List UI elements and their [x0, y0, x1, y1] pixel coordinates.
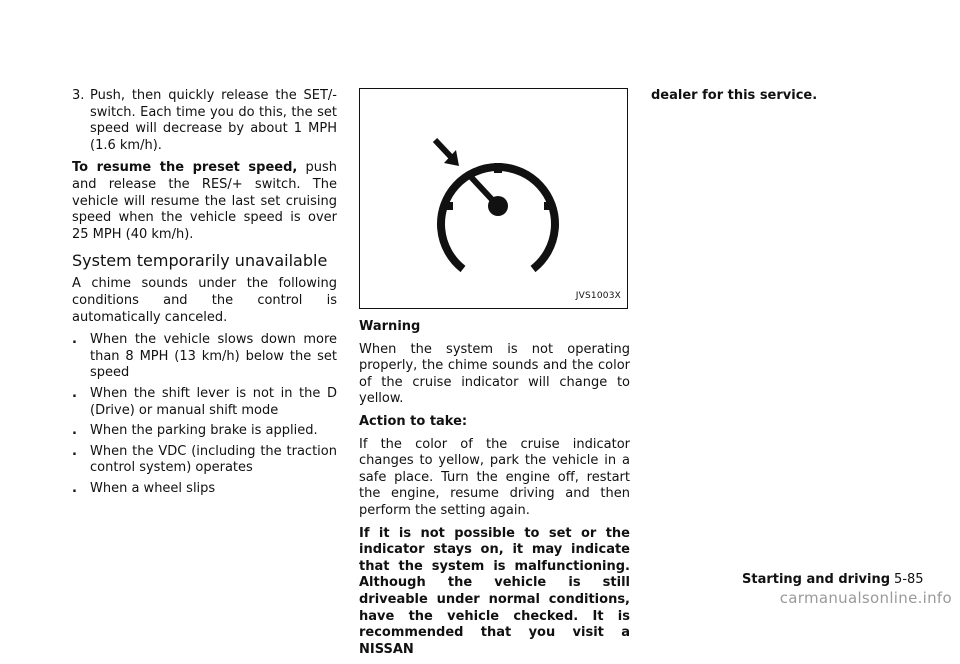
- column-left: [72, 88, 337, 501]
- list-item: . When the shift lever is not in the D (Drive) or manual shift mode: [72, 385, 337, 418]
- resume-lead: To resume the preset speed,: [72, 160, 298, 176]
- watermark: carmanualsonline.info: [779, 589, 952, 607]
- bullet-icon: .: [72, 480, 77, 496]
- action-text: If the color of the cruise indicator changes to yellow, park the vehicle in a safe place. Turn the engine off, restart the engine, resume driving and then perform the setting again.: [359, 436, 630, 518]
- action-label: Action to take:: [359, 413, 468, 429]
- conditions-list: [72, 332, 337, 497]
- resume-paragraph: [72, 160, 337, 243]
- bullet-icon: .: [72, 443, 77, 459]
- cruise-indicator-icon: [360, 89, 629, 310]
- resume-text: push and release the RES/+ switch. The vehicle will resume the last set cruising speed when the vehicle speed is over 25 MPH (40 km/h).: [72, 160, 337, 242]
- step-3: [72, 88, 337, 154]
- section-name: Starting and driving: [742, 572, 891, 587]
- page-footer: [742, 572, 924, 587]
- cruise-indicator-figure: [359, 88, 628, 309]
- list-item: . When the vehicle slows down more than 8 MPH (13 km/h) below the set speed: [72, 332, 337, 381]
- bullet-icon: .: [72, 423, 77, 439]
- list-item: . When the VDC (including the traction control system) operates: [72, 443, 337, 476]
- warning-text: When the system is not operating properly, the chime sounds and the color of the cruise indicator will change to yellow.: [359, 341, 630, 407]
- page-number: 5-85: [894, 572, 924, 587]
- step-text: Push, then quickly release the SET/- switch. Each time you do this, the set speed will decrease by about 1 MPH (1.6 km/h).: [90, 88, 337, 153]
- list-item: . When the parking brake is applied.: [72, 423, 318, 439]
- bullet-icon: .: [72, 332, 77, 348]
- column-middle: [359, 88, 630, 664]
- bullet-icon: .: [72, 385, 77, 401]
- step-number: 3.: [72, 88, 85, 103]
- section-heading: System temporarily unavailable: [72, 251, 328, 271]
- column-right: [651, 88, 891, 111]
- continuation-text: dealer for this service.: [651, 88, 818, 103]
- malfunction-note: If it is not possible to set or the indicator stays on, it may indicate that the system is malfunctioning. Although the vehicle is still driveable under normal conditions, have the vehicle checked. It is recommended that you visit a NISSAN: [359, 525, 630, 657]
- figure-id: JVS1003X: [575, 291, 621, 302]
- intro-paragraph: A chime sounds under the following conditions and the control is automatically canceled.: [72, 276, 337, 325]
- list-item: . When a wheel slips: [72, 480, 216, 496]
- warning-label: Warning: [359, 319, 421, 334]
